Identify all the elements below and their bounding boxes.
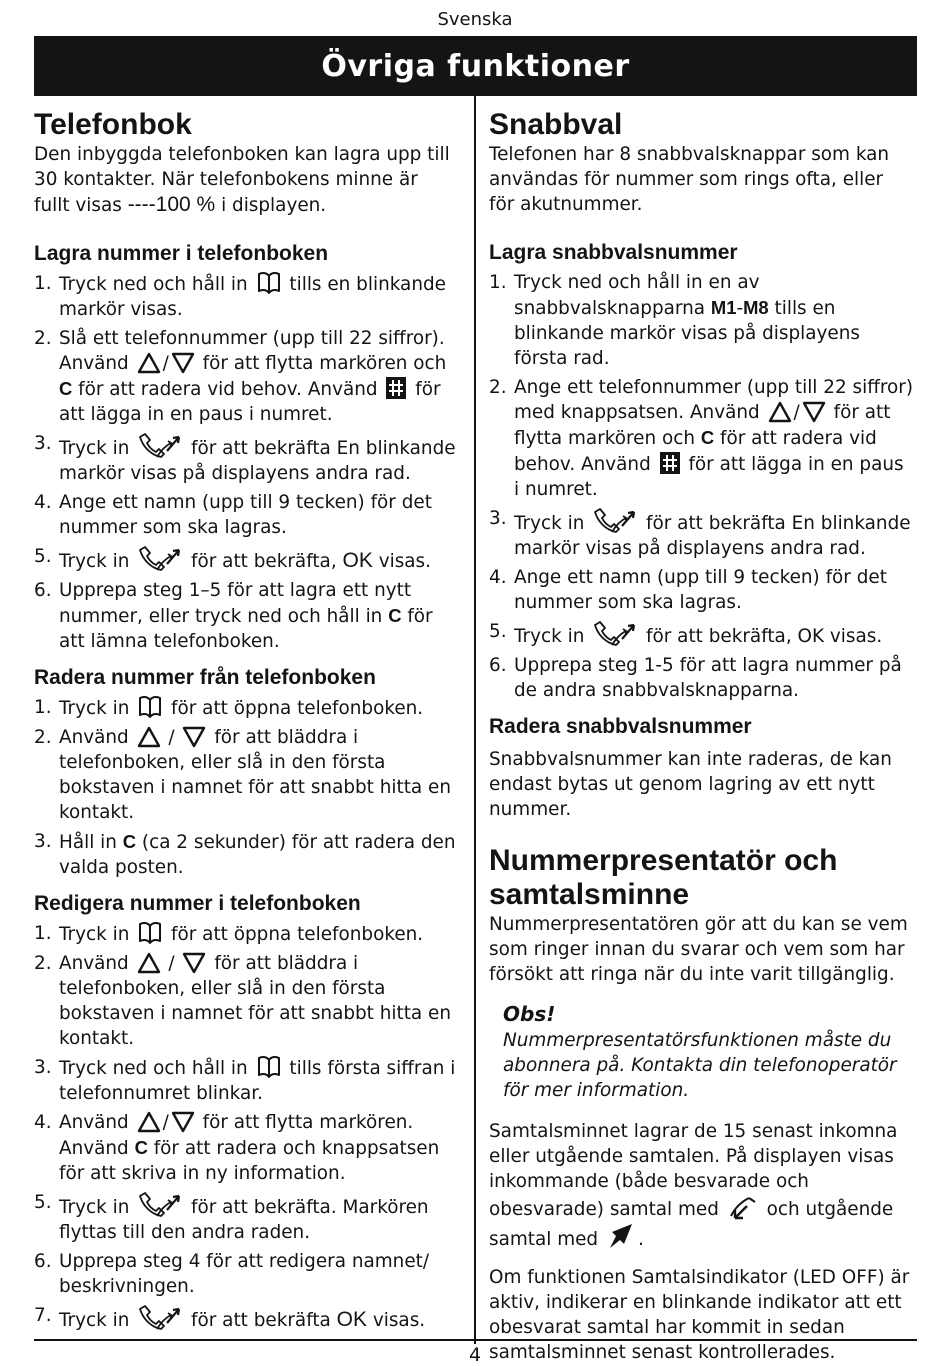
page-number: 4 [468, 1344, 482, 1366]
phonebook-icon [137, 695, 163, 719]
left-column [34, 108, 459, 1337]
list-item: 4. Ange ett namn (upp till 9 tecken) för det nummer som ska lagras. [489, 567, 887, 613]
arrow-up-icon [137, 952, 161, 974]
list-item: 6. Upprepa steg 1–5 för att lagra ett nytt nummer, eller tryck ned och håll in C för att lämna telefonboken. [34, 580, 433, 652]
arrow-up-icon [137, 352, 161, 374]
note-title: Obs! [503, 1002, 556, 1026]
step-number: 6. [34, 580, 52, 601]
snabbval-sections [489, 239, 914, 822]
list-item: 3. Tryck in för att bekräfta En blinkande markör visas på displayens andra rad. [34, 433, 456, 484]
arrow-up-icon [768, 401, 792, 423]
call-confirm-icon [592, 619, 638, 647]
snabbval-heading: Snabbval [489, 108, 623, 141]
hash-key-icon [385, 376, 407, 400]
arrow-down-icon [171, 352, 195, 374]
arrow-up-icon [137, 726, 161, 748]
step-number: 4. [489, 567, 507, 588]
telefonbok-section-title: Radera nummer från telefonboken [34, 666, 376, 689]
list-item: 2. Ange ett telefonnummer (upp till 22 siffror) med knappsatsen. Använd / för att flytta markören och C för att radera vid behov. Använd för att lägga in en paus i numret. [489, 377, 914, 500]
key-label: C [388, 605, 402, 626]
page-title: Övriga funktioner [321, 49, 630, 84]
footer-rule [34, 1339, 917, 1341]
key-label: M8 [743, 297, 769, 318]
telefonbok-steps [34, 695, 459, 880]
step-number: 4. [34, 1112, 52, 1133]
arrow-down-icon [182, 952, 206, 974]
step-number: 5. [34, 546, 52, 567]
list-item: 4. Använd / för att flytta markören. Använd C för att radera och knappsatsen för att skriva in ny information. [34, 1112, 440, 1184]
list-item: 1. Tryck ned och håll in en av snabbvalsknapparna M1-M8 tills en blinkande markör visas på displayens första rad. [489, 272, 860, 369]
telefonbok-section-title: Redigera nummer i telefonboken [34, 892, 361, 915]
key-label: C [134, 1137, 148, 1158]
step-number: 5. [34, 1192, 52, 1213]
step-number: 2. [489, 377, 507, 398]
nummerpresentator-intro: Nummerpresentatören gör att du kan se vem som ringer innan du svarar och vem som har försökt att ringa när du inte varit tillgänglig. [489, 914, 908, 985]
key-label: M1 [710, 297, 737, 318]
step-number: 1. [34, 273, 52, 294]
display-text: ----100 % [127, 193, 216, 216]
arrow-down-icon [802, 401, 826, 423]
phonebook-icon [256, 271, 282, 295]
arrow-down-icon [171, 1111, 195, 1133]
telefonbok-intro: Den inbyggda telefonboken kan lagra upp till 30 kontakter. När telefonbokens minne är fullt visas ----100 % i displayen. [34, 144, 450, 216]
key-label: C [59, 378, 73, 399]
list-item: 3. Tryck in för att bekräfta En blinkande markör visas på displayens andra rad. [489, 508, 911, 559]
step-number: 7. [34, 1305, 52, 1326]
list-item: 2. Använd / för att bläddra i telefonboken, eller slå in den första bokstaven i namnet för att snabbt hitta en kontakt. [34, 727, 452, 823]
phonebook-icon [256, 1055, 282, 1079]
snabbval-section-title: Lagra snabbvalsnummer [489, 241, 738, 264]
call-confirm-icon [137, 431, 183, 459]
step-number: 1. [34, 697, 52, 718]
display-text: OK [342, 549, 373, 572]
step-number: 3. [489, 508, 507, 529]
call-log-paragraph: Samtalsminnet lagrar de 15 senast inkomna eller utgående samtalen. På displayen visas inkommande (både besvarade och obesvarade) samtal med och utgående samtal med . [489, 1121, 898, 1250]
column-divider [474, 96, 476, 1344]
list-item: 1. Tryck in för att öppna telefonboken. [34, 697, 424, 719]
list-item: 3. Tryck ned och håll in tills första siffran i telefonnumret blinkar. [34, 1057, 456, 1104]
step-number: 4. [34, 492, 52, 513]
telefonbok-steps [34, 921, 459, 1333]
list-item: 6. Upprepa steg 4 för att redigera namnet/ beskrivningen. [34, 1251, 430, 1297]
step-number: 3. [34, 433, 52, 454]
step-number: 5. [489, 621, 507, 642]
title-banner [34, 38, 917, 96]
list-item: 1. Tryck ned och håll in tills en blinkande markör visas. [34, 273, 446, 320]
key-label: C [700, 427, 715, 448]
step-number: 1. [489, 272, 507, 293]
list-item: 3. Håll in C (ca 2 sekunder) för att radera den valda posten. [34, 831, 456, 878]
list-item: 5. Tryck in för att bekräfta, OK visas. [489, 621, 883, 647]
note-text: Nummerpresentatörsfunktionen måste du abonnera på. Kontakta din telefonoperatör för mer information. [503, 1030, 897, 1101]
list-item: 2. Slå ett telefonnummer (upp till 22 siffror). Använd / för att flytta markören och C för att radera vid behov. Använd för att lägga in en paus i numret. [34, 328, 447, 425]
call-confirm-icon [592, 506, 638, 534]
list-item: 6. Upprepa steg 1-5 för att lagra nummer på de andra snabbvalsknapparna. [489, 655, 902, 701]
step-number: 1. [34, 923, 52, 944]
step-number: 2. [34, 328, 52, 349]
step-number: 6. [489, 655, 507, 676]
phonebook-icon [137, 921, 163, 945]
nummerpresentator-heading: Nummerpresentatör och samtalsminne [489, 844, 838, 911]
step-number: 6. [34, 1251, 52, 1272]
step-number: 3. [34, 831, 52, 852]
arrow-down-icon [182, 726, 206, 748]
telefonbok-sections [34, 240, 459, 1333]
led-paragraph: Om funktionen Samtalsindikator (LED OFF) är aktiv, indikerar en blinkande indikator att ett obesvarat samtal har kommit in sedan samtalsminnet senast kontrollerades. [489, 1267, 910, 1363]
list-item: 5. Tryck in för att bekräfta. Markören flyttas till den andra raden. [34, 1192, 429, 1243]
right-column [489, 108, 914, 1365]
snabbval-steps [489, 270, 914, 703]
incoming-call-icon [727, 1194, 759, 1220]
call-confirm-icon [137, 1190, 183, 1218]
list-item: 1. Tryck in för att öppna telefonboken. [34, 923, 424, 945]
note-box [503, 1001, 914, 1103]
display-text: OK [336, 1308, 368, 1331]
hash-key-icon [659, 451, 681, 475]
language-label: Svenska [437, 9, 513, 30]
list-item: 2. Använd / för att bläddra i telefonboken, eller slå in den första bokstaven i namnet för att snabbt hitta en kontakt. [34, 953, 452, 1049]
step-number: 3. [34, 1057, 52, 1078]
snabbval-section-text: Snabbvalsnummer kan inte raderas, de kan endast bytas ut genom lagring av ett nytt nummer. [489, 749, 892, 820]
list-item: 5. Tryck in för att bekräfta, OK visas. [34, 546, 431, 572]
arrow-up-icon [137, 1111, 161, 1133]
telefonbok-steps [34, 271, 459, 654]
key-label: C [122, 831, 137, 852]
list-item: 7. Tryck in för att bekräfta OK visas. [34, 1305, 426, 1331]
step-number: 2. [34, 953, 52, 974]
snabbval-section-title: Radera snabbvalsnummer [489, 715, 752, 738]
call-confirm-icon [137, 544, 183, 572]
telefonbok-section-title: Lagra nummer i telefonboken [34, 242, 329, 265]
list-item: 4. Ange ett namn (upp till 9 tecken) för det nummer som ska lagras. [34, 492, 432, 538]
call-confirm-icon [137, 1303, 183, 1331]
step-number: 2. [34, 727, 52, 748]
snabbval-intro: Telefonen har 8 snabbvalsknappar som kan användas för nummer som rings ofta, eller för akutnummer. [489, 144, 890, 215]
outgoing-call-icon [606, 1222, 636, 1250]
telefonbok-heading: Telefonbok [34, 108, 192, 141]
